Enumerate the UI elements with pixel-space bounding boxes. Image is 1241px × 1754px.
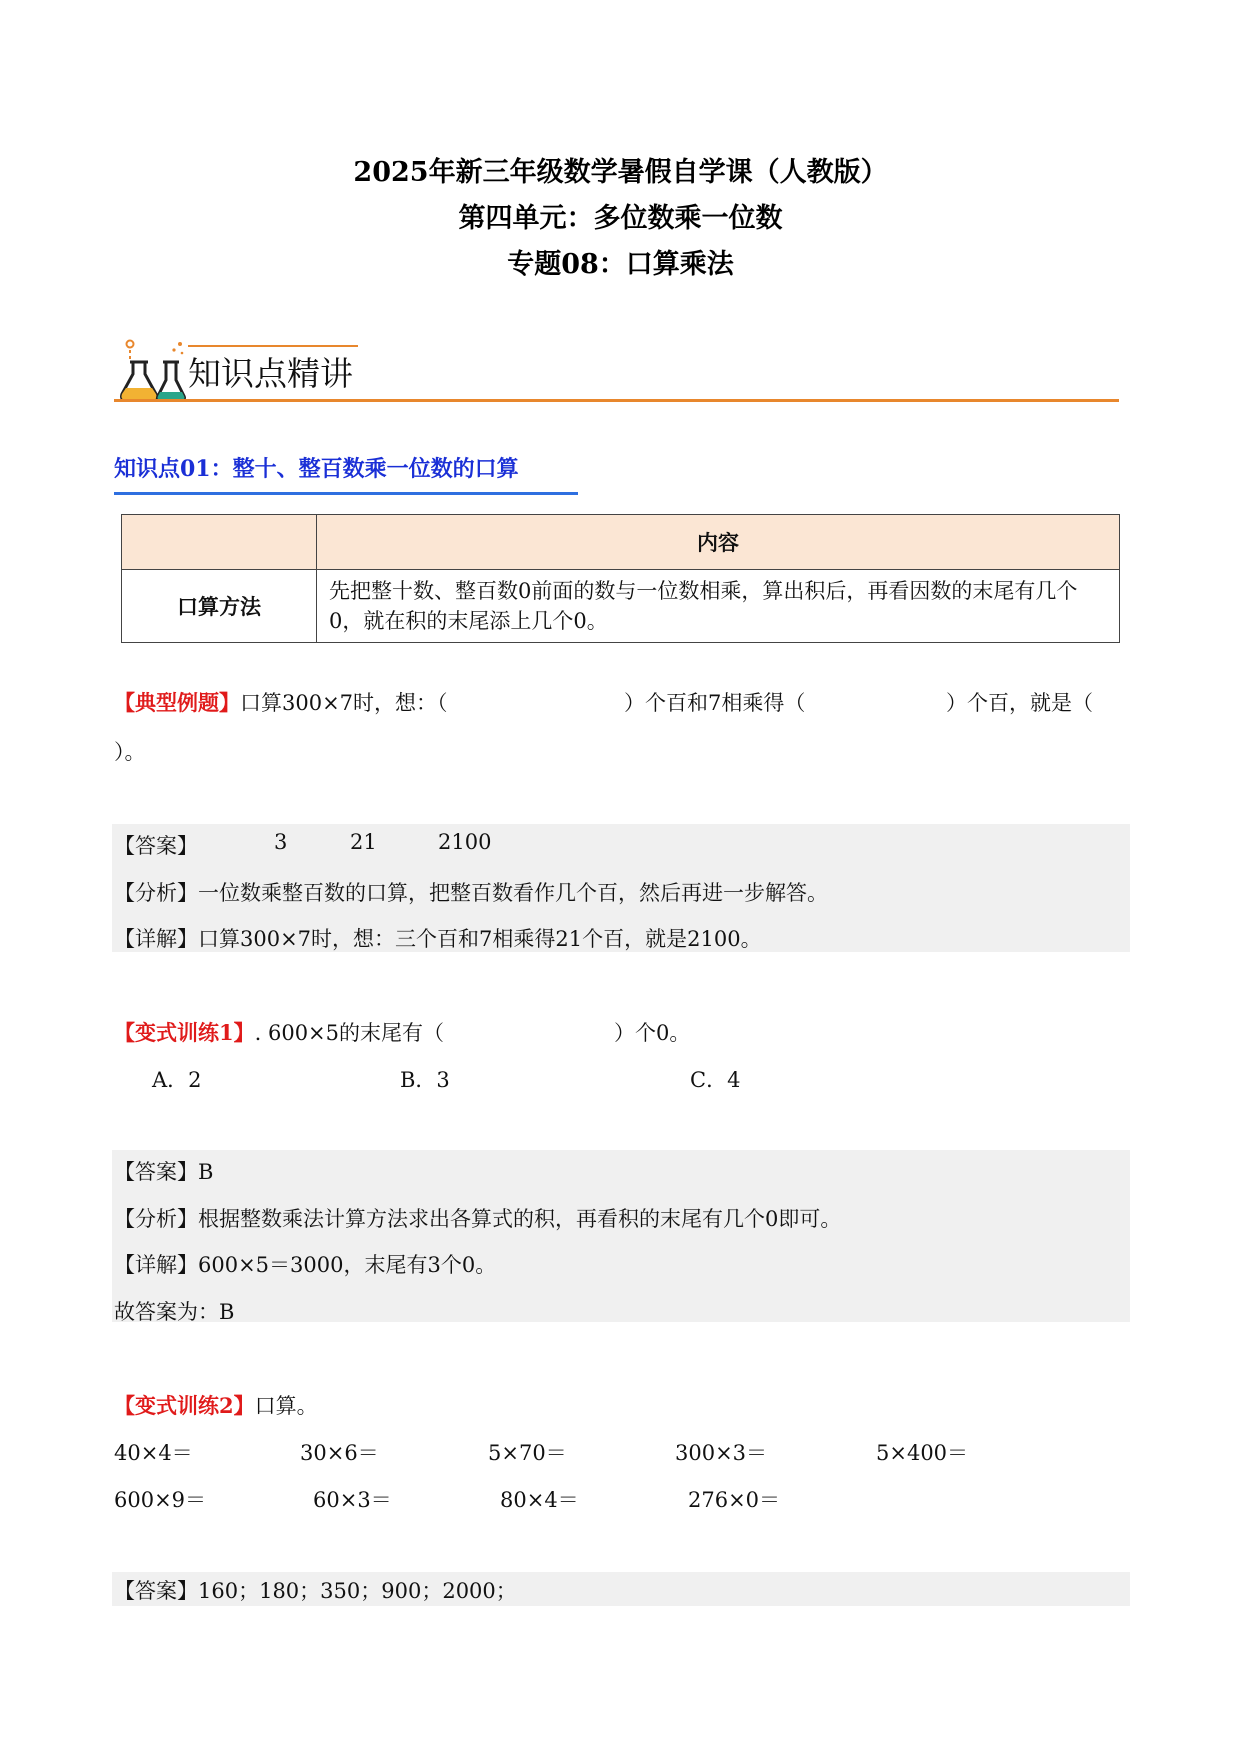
chemistry-flask-icon	[118, 334, 188, 404]
example-answer-2: 21	[350, 830, 377, 854]
practice1-option-b: B．3	[400, 1068, 450, 1092]
practice1-question-b: ）个0。	[614, 1021, 691, 1045]
example-question-part-c: ）个百，就是（	[946, 691, 1093, 715]
example-answer-label: 【答案】	[114, 834, 198, 858]
practice1-option-c: C．4	[690, 1068, 741, 1092]
practice1-question-a: . 600×5的末尾有（	[254, 1021, 445, 1045]
section-header-title: 知识点精讲	[188, 354, 353, 393]
practice2-answer	[114, 1575, 517, 1605]
practice2-item: 5×400＝	[876, 1441, 969, 1465]
example-analysis	[114, 877, 828, 907]
knowledge-table	[121, 514, 1120, 643]
example-analysis-text: 一位数乘整百数的口算，把整百数看作几个百，然后再进一步解答。	[198, 881, 828, 905]
example-answer-1: 3	[274, 830, 288, 854]
knowledge-point-title: 知识点01：整十、整百数乘一位数的口算	[114, 456, 519, 482]
example-question-part-a: 口算300×7时，想：（	[240, 691, 448, 715]
practice1-detail-label: 【详解】	[114, 1253, 198, 1277]
practice2-item: 60×3＝	[313, 1488, 392, 1512]
table-row	[122, 570, 1120, 643]
table-row-label: 口算方法	[122, 570, 317, 643]
practice1-conclusion: 故答案为：B	[114, 1300, 235, 1324]
section-divider	[114, 399, 1119, 402]
practice1-answer	[114, 1156, 213, 1186]
practice1-detail	[114, 1249, 496, 1279]
practice2-item: 30×6＝	[300, 1441, 379, 1465]
practice1-answer-label: 【答案】	[114, 1160, 198, 1184]
table-header-empty-cell	[122, 515, 317, 570]
practice1-analysis-text: 根据整数乘法计算方法求出各算式的积，再看积的末尾有几个0即可。	[198, 1207, 842, 1231]
practice2-item: 600×9＝	[114, 1488, 207, 1512]
practice2-item: 40×4＝	[114, 1441, 193, 1465]
practice1-option-a: A．2	[152, 1068, 202, 1092]
table-header-row	[122, 515, 1120, 570]
practice2-answer-label: 【答案】	[114, 1579, 198, 1603]
example-detail-label: 【详解】	[114, 927, 198, 951]
header-accent-line	[188, 345, 358, 347]
doc-title-line1: 2025年新三年级数学暑假自学课（人教版）	[353, 157, 888, 188]
practice1-tag: 【变式训练1】	[114, 1020, 255, 1045]
table-row-content: 先把整十数、整百数0前面的数与一位数相乘，算出积后，再看因数的末尾有几个0，就在积的末尾添上几个0。	[317, 570, 1120, 643]
example-question-part-d: ）。	[114, 740, 146, 764]
practice2-question	[114, 1390, 318, 1420]
practice1-question	[114, 1017, 444, 1047]
practice1-answer-text: B	[198, 1160, 214, 1184]
knowledge-point-underline	[114, 492, 578, 495]
example-tag: 【典型例题】	[114, 690, 240, 715]
practice2-item: 80×4＝	[500, 1488, 579, 1512]
example-question-line1	[114, 687, 448, 717]
practice2-item: 5×70＝	[488, 1441, 567, 1465]
practice1-analysis	[114, 1203, 841, 1233]
practice1-analysis-label: 【分析】	[114, 1207, 198, 1231]
practice1-detail-text: 600×5＝3000，末尾有3个0。	[198, 1253, 497, 1277]
practice2-item: 300×3＝	[675, 1441, 768, 1465]
practice1-answer-block	[112, 1150, 1130, 1322]
example-analysis-label: 【分析】	[114, 881, 198, 905]
example-question-part-b: ）个百和7相乘得（	[624, 691, 806, 715]
practice2-answer-text: 160；180；350；900；2000；	[198, 1579, 517, 1603]
practice2-item: 276×0＝	[688, 1488, 781, 1512]
table-header-cell: 内容	[317, 515, 1120, 570]
practice2-tag: 【变式训练2】	[114, 1393, 255, 1418]
example-detail-text: 口算300×7时，想：三个百和7相乘得21个百，就是2100。	[198, 927, 762, 951]
example-answer-3: 2100	[438, 830, 492, 854]
doc-title-line2: 第四单元：多位数乘一位数	[458, 203, 783, 234]
practice2-prompt: 口算。	[254, 1394, 318, 1418]
doc-title-line3: 专题08：口算乘法	[507, 249, 734, 280]
example-detail	[114, 923, 762, 953]
